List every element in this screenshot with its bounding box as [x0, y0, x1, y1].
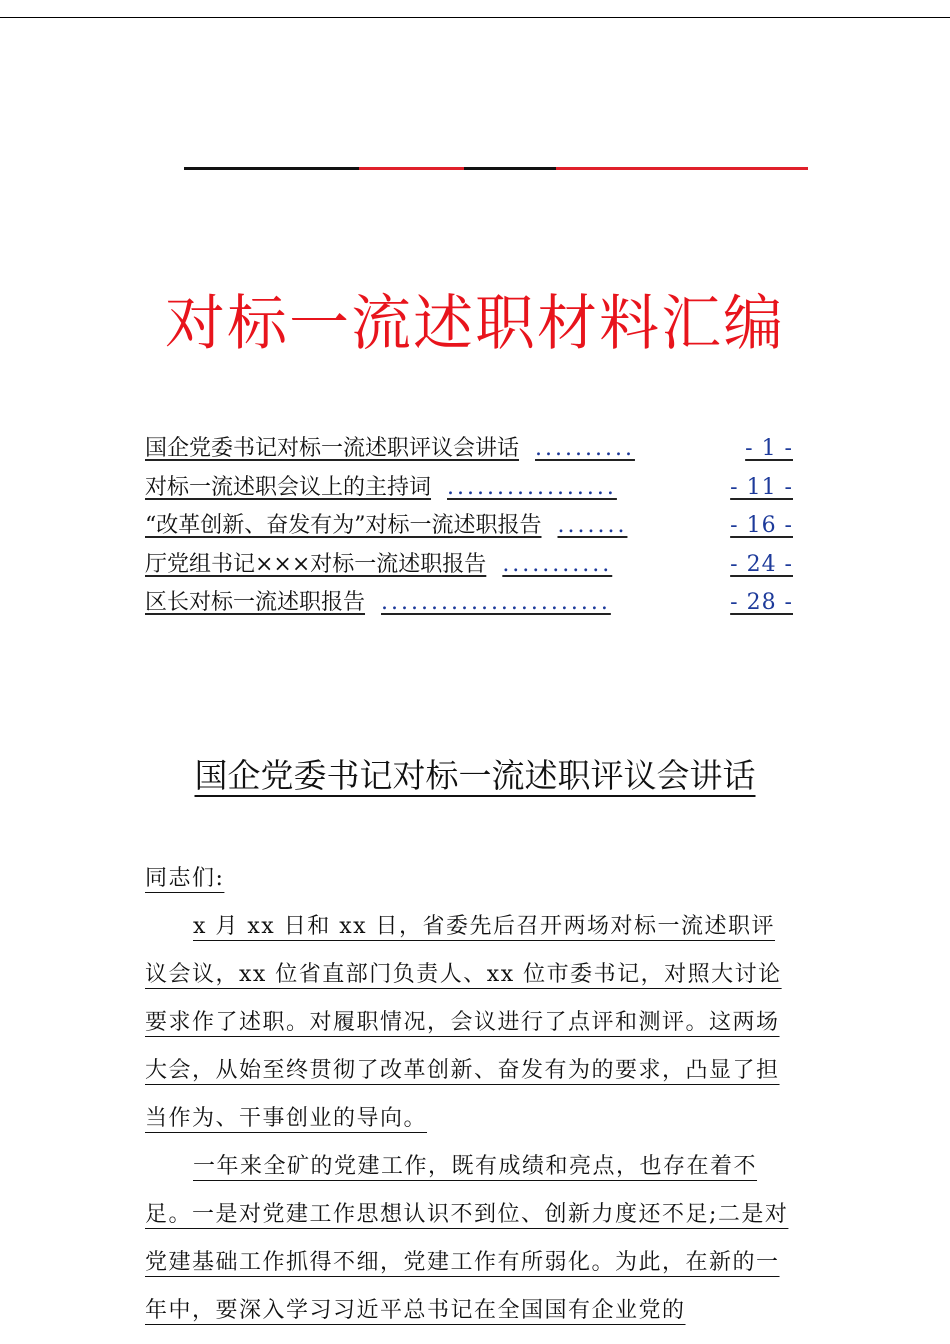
table-of-contents: [145, 430, 793, 623]
toc-page-number: - 11 -: [730, 474, 793, 500]
toc-entry[interactable]: [145, 469, 793, 508]
toc-page-number: - 28 -: [730, 590, 793, 615]
toc-page-number: - 24 -: [730, 551, 793, 577]
toc-leader-dots: .................: [447, 474, 617, 500]
toc-page-number: - 1 -: [745, 436, 793, 461]
body-paragraph: 一年来全矿的党建工作，既有成绩和亮点，也存在着不足。一是对党建工作思想认识不到位、创新力度还不足;二是对党建基础工作抓得不细，党建工作有所弱化。为此，在新的一年中，要深入学习习近平总书记在全国国有企业党的: [145, 1154, 789, 1323]
body-paragraph: x 月 xx 日和 xx 日，省委先后召开两场对标一流述职评议会议，xx 位省直部门负责人、xx 位市委书记，对照大讨论要求作了述职。对履职情况，会议进行了点评和测评。这两场大会，从始至终贯彻了改革创新、奋发有为的要求，凸显了担当作为、干事创业的导向。: [145, 914, 782, 1131]
section-heading: [0, 752, 950, 800]
toc-page-number: - 16 -: [730, 513, 793, 538]
toc-entry-title: 区长对标一流述职报告: [145, 590, 366, 615]
toc-entry[interactable]: [145, 507, 793, 546]
decorative-divider: [184, 167, 808, 170]
toc-entry[interactable]: [145, 546, 793, 585]
toc-entry-title: 厅党组书记×××对标一流述职报告: [145, 551, 487, 577]
toc-leader-dots: ...........: [502, 551, 613, 577]
toc-leader-dots: .......................: [381, 590, 611, 615]
toc-entry-title: “改革创新、奋发有为”对标一流述职报告: [145, 513, 542, 538]
document-body: [145, 855, 795, 1335]
salutation: 同志们:: [145, 866, 225, 891]
toc-entry-title: 国企党委书记对标一流述职评议会讲话: [145, 436, 520, 461]
section-heading-text: 国企党委书记对标一流述职评议会讲话: [194, 756, 756, 795]
document-title: 对标一流述职材料汇编: [165, 289, 785, 359]
toc-entry[interactable]: [145, 584, 793, 623]
toc-leader-dots: ..........: [535, 436, 635, 461]
header-rule: [0, 17, 950, 18]
toc-leader-dots: .......: [557, 513, 628, 538]
toc-entry[interactable]: [145, 430, 793, 469]
toc-entry-title: 对标一流述职会议上的主持词: [145, 474, 432, 500]
